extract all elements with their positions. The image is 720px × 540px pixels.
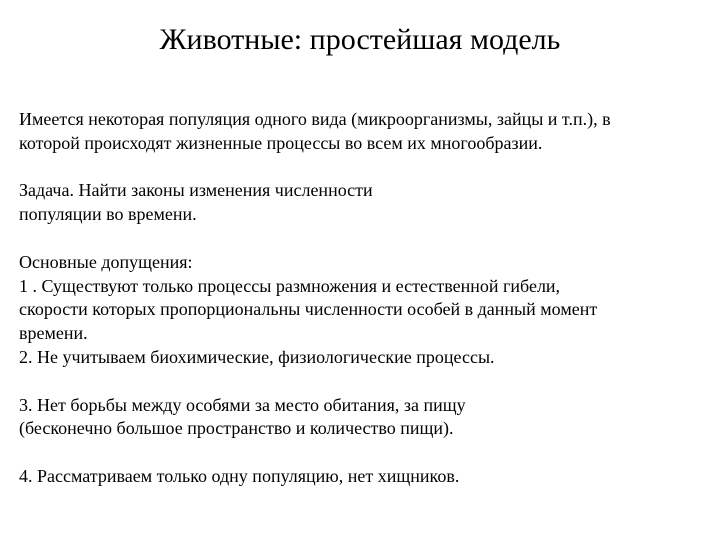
text-line: Задача. Найти законы изменения численности (19, 180, 373, 201)
slide-title: Животные: простейшая модель (159, 23, 561, 56)
assumption-4: 4. Рассматриваем только одну популяцию, нет хищников. (19, 465, 460, 486)
intro-paragraph (19, 108, 699, 156)
assumption-3-paragraph (19, 394, 699, 442)
assumptions-section (19, 251, 699, 370)
assumption-1-line: времени. (19, 323, 88, 344)
assumptions-heading: Основные допущения: (19, 251, 193, 272)
assumption-2: 2. Не учитываем биохимические, физиологические процессы. (19, 346, 495, 367)
text-line: которой происходят жизненные процессы во всем их многообразии. (19, 132, 543, 153)
text-line: популяции во времени. (19, 204, 197, 225)
slide-body (19, 108, 699, 489)
assumption-3-line: 3. Нет борьбы между особями за место обитания, за пищу (19, 394, 466, 415)
task-paragraph (19, 179, 699, 227)
assumption-1-line: скорости которых пропорциональны численности особей в данный момент (19, 299, 598, 320)
assumption-4-paragraph (19, 465, 699, 489)
assumption-3-line: (бесконечно большое пространство и количество пищи). (19, 418, 454, 439)
assumption-1-line: 1 . Существуют только процессы размножения и естественной гибели, (19, 275, 561, 296)
text-line: Имеется некоторая популяция одного вида (микроорганизмы, зайцы и т.п.), в (19, 109, 611, 129)
